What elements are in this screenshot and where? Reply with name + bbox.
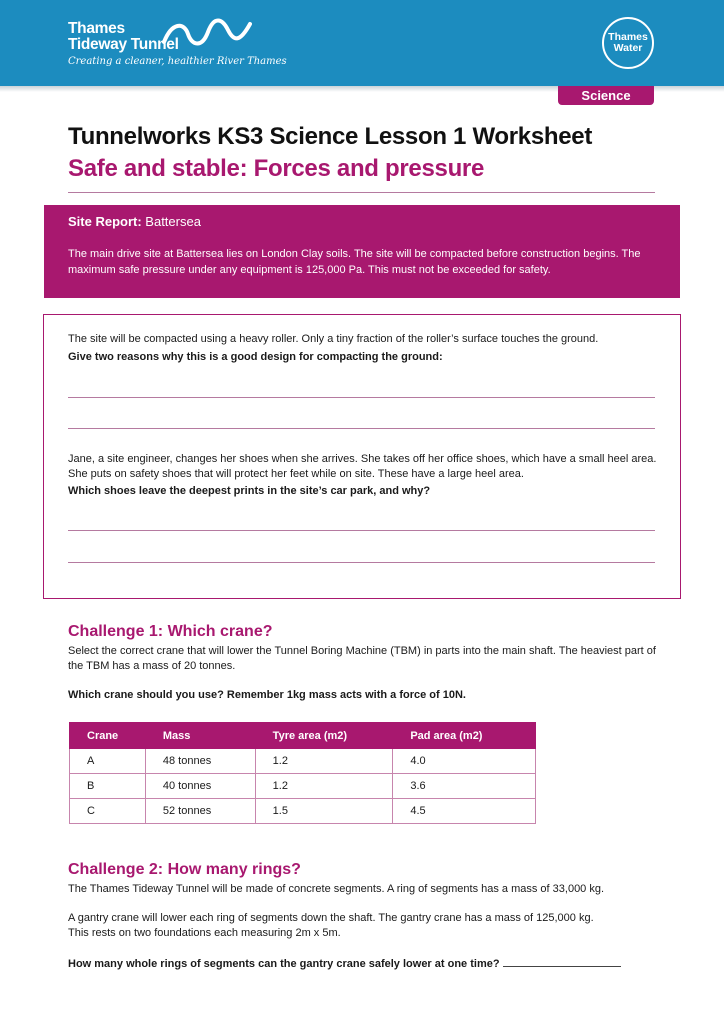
crane-cell: A bbox=[70, 749, 146, 774]
site-report-label: Site Report: bbox=[68, 214, 142, 229]
brand-line-1: Thames bbox=[68, 20, 125, 37]
challenge-2-text-3: This rests on two foundations each measuring 2m x 5m. bbox=[68, 927, 341, 939]
header-banner bbox=[0, 0, 724, 86]
answer-line-2[interactable] bbox=[68, 428, 655, 429]
answer-line-1[interactable] bbox=[68, 397, 655, 398]
answer-line-3[interactable] bbox=[68, 530, 655, 531]
subject-tab: Science bbox=[558, 86, 654, 105]
brand-line-2: Tideway Tunnel bbox=[68, 36, 179, 53]
challenge-2-prompt-line bbox=[68, 956, 658, 972]
column-header-mass: Mass bbox=[145, 723, 255, 749]
challenge-1-text: Select the correct crane that will lower the Tunnel Boring Machine (TBM) in parts into the main shaft. The heaviest part of the TBM has a mass of 20 tonnes. bbox=[68, 645, 656, 672]
mass-cell: 40 tonnes bbox=[145, 774, 255, 799]
partner-logo-line-2: Water bbox=[613, 42, 643, 54]
challenge-2-text-1: The Thames Tideway Tunnel will be made of concrete segments. A ring of segments has a mass of 33,000 kg. bbox=[68, 883, 605, 895]
mass-cell: 48 tonnes bbox=[145, 749, 255, 774]
challenge-2-answer-blank[interactable] bbox=[503, 956, 621, 967]
page-title: Tunnelworks KS3 Science Lesson 1 Worksheet bbox=[68, 123, 593, 150]
title-divider bbox=[68, 192, 655, 193]
column-header-crane: Crane bbox=[70, 723, 146, 749]
site-report-box bbox=[44, 205, 680, 298]
table-row bbox=[70, 749, 536, 774]
question-1-prompt: Give two reasons why this is a good design for compacting the ground: bbox=[68, 351, 443, 363]
crane-table bbox=[69, 722, 536, 824]
crane-table-header-row bbox=[70, 723, 536, 749]
challenge-2-heading: Challenge 2: How many rings? bbox=[68, 861, 301, 878]
site-report-heading bbox=[68, 214, 656, 229]
pad-area-cell: 4.0 bbox=[393, 749, 536, 774]
column-header-tyre-area: Tyre area (m2) bbox=[255, 723, 393, 749]
pad-area-cell: 4.5 bbox=[393, 799, 536, 824]
table-row bbox=[70, 774, 536, 799]
partner-logo-line-1: Thames bbox=[608, 31, 648, 43]
question-1-text: The site will be compacted using a heavy roller. Only a tiny fraction of the roller’s surface touches the ground. bbox=[68, 333, 599, 345]
mass-cell: 52 tonnes bbox=[145, 799, 255, 824]
tyre-area-cell: 1.2 bbox=[255, 774, 393, 799]
challenge-2-text-2: A gantry crane will lower each ring of segments down the shaft. The gantry crane has a mass of 125,000 kg. bbox=[68, 912, 594, 924]
tyre-area-cell: 1.2 bbox=[255, 749, 393, 774]
thames-water-logo bbox=[602, 17, 654, 69]
column-header-pad-area: Pad area (m2) bbox=[393, 723, 536, 749]
tyre-area-cell: 1.5 bbox=[255, 799, 393, 824]
question-2-prompt: Which shoes leave the deepest prints in the site’s car park, and why? bbox=[68, 485, 431, 497]
crane-cell: C bbox=[70, 799, 146, 824]
page-subtitle: Safe and stable: Forces and pressure bbox=[68, 155, 485, 182]
challenge-2-prompt: How many whole rings of segments can the gantry crane safely lower at one time? bbox=[68, 958, 500, 970]
river-wave-icon bbox=[162, 16, 252, 52]
table-row bbox=[70, 799, 536, 824]
question-2-text: Jane, a site engineer, changes her shoes when she arrives. She takes off her office shoes, which have a small heel area. She puts on safety shoes that will protect her feet while on site. These have a large heel area. bbox=[68, 453, 657, 480]
challenge-1-prompt: Which crane should you use? Remember 1kg mass acts with a force of 10N. bbox=[68, 689, 466, 701]
site-report-body: The main drive site at Battersea lies on London Clay soils. The site will be compacted before construction begins. The maximum safe pressure under any equipment is 125,000 Pa. This must not be exceeded for safety. bbox=[68, 248, 641, 276]
answer-line-4[interactable] bbox=[68, 562, 655, 563]
brand-tagline: Creating a cleaner, healthier River Thames bbox=[68, 56, 287, 67]
crane-cell: B bbox=[70, 774, 146, 799]
site-report-location: Battersea bbox=[145, 214, 201, 229]
challenge-1-heading: Challenge 1: Which crane? bbox=[68, 623, 273, 640]
pad-area-cell: 3.6 bbox=[393, 774, 536, 799]
